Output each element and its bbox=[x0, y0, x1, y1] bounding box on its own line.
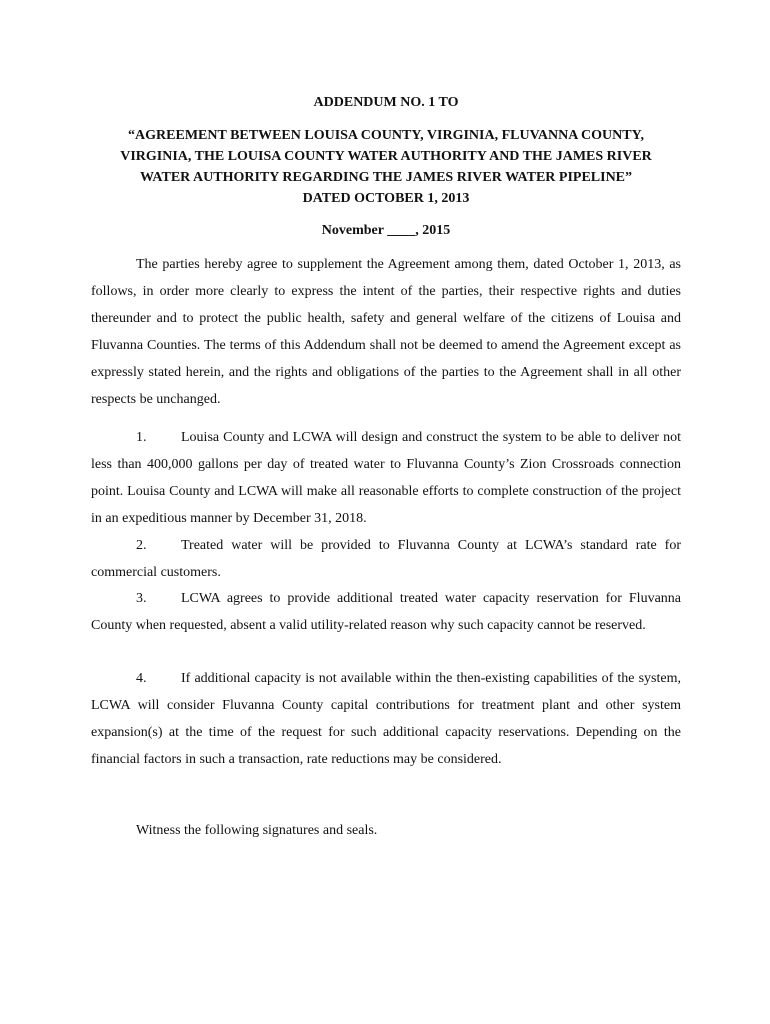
agreement-title bbox=[91, 125, 681, 209]
item-number: 3. bbox=[136, 591, 147, 606]
witness-line: Witness the following signatures and seals. bbox=[136, 823, 378, 838]
item-number: 4. bbox=[136, 671, 147, 686]
item-text: LCWA agrees to provide additional treated water capacity reservation for Fluvanna County when requested, absent a valid utility-related reason why such capacity cannot be reserved. bbox=[91, 591, 681, 633]
numbered-item-1 bbox=[91, 424, 681, 532]
intro-paragraph: The parties hereby agree to supplement the Agreement among them, dated October 1, 2013, as follows, in order more clearly to express the intent of the parties, their respective rights and duties thereunder and to protect the public health, safety and general welfare of the citizens of Louisa and Fluvanna Counties. The terms of this Addendum shall not be deemed to amend the Agreement except as expressly stated herein, and the rights and obligations of the parties to the Agreement shall in all other respects be unchanged. bbox=[91, 257, 681, 407]
addendum-heading bbox=[91, 92, 681, 113]
item-text: Louisa County and LCWA will design and construct the system to be able to deliver not less than 400,000 gallons per day of treated water to Fluvanna County’s Zion Crossroads connection point. Louisa County and LCWA will make all reasonable efforts to complete construction of the project in an expeditious manner by December 31, 2018. bbox=[91, 430, 681, 526]
numbered-item-2 bbox=[91, 532, 681, 586]
numbered-item-3 bbox=[91, 585, 681, 639]
item-number: 2. bbox=[136, 538, 147, 553]
agreement-title-line-2: VIRGINIA, THE LOUISA COUNTY WATER AUTHORITY AND THE JAMES RIVER bbox=[120, 149, 652, 164]
numbered-item-4 bbox=[91, 665, 681, 773]
addendum-title: ADDENDUM NO. 1 TO bbox=[313, 95, 459, 110]
item-text: Treated water will be provided to Fluvanna County at LCWA’s standard rate for commercial customers. bbox=[91, 538, 681, 580]
date-line: November ____, 2015 bbox=[321, 223, 451, 238]
item-number: 1. bbox=[136, 430, 147, 445]
agreement-title-line-3: WATER AUTHORITY REGARDING THE JAMES RIVER WATER PIPELINE” bbox=[139, 170, 633, 185]
agreement-title-line-1: “AGREEMENT BETWEEN LOUISA COUNTY, VIRGINIA, FLUVANNA COUNTY, bbox=[128, 128, 644, 143]
item-text: If additional capacity is not available within the then-existing capabilities of the system, LCWA will consider Fluvanna County capital contributions for treatment plant and other system expansion(s) at the time of the request for such additional capacity reservations. Depending on the financial factors in such a transaction, rate reductions may be considered. bbox=[91, 671, 681, 767]
agreement-title-line-4: DATED OCTOBER 1, 2013 bbox=[302, 191, 470, 206]
